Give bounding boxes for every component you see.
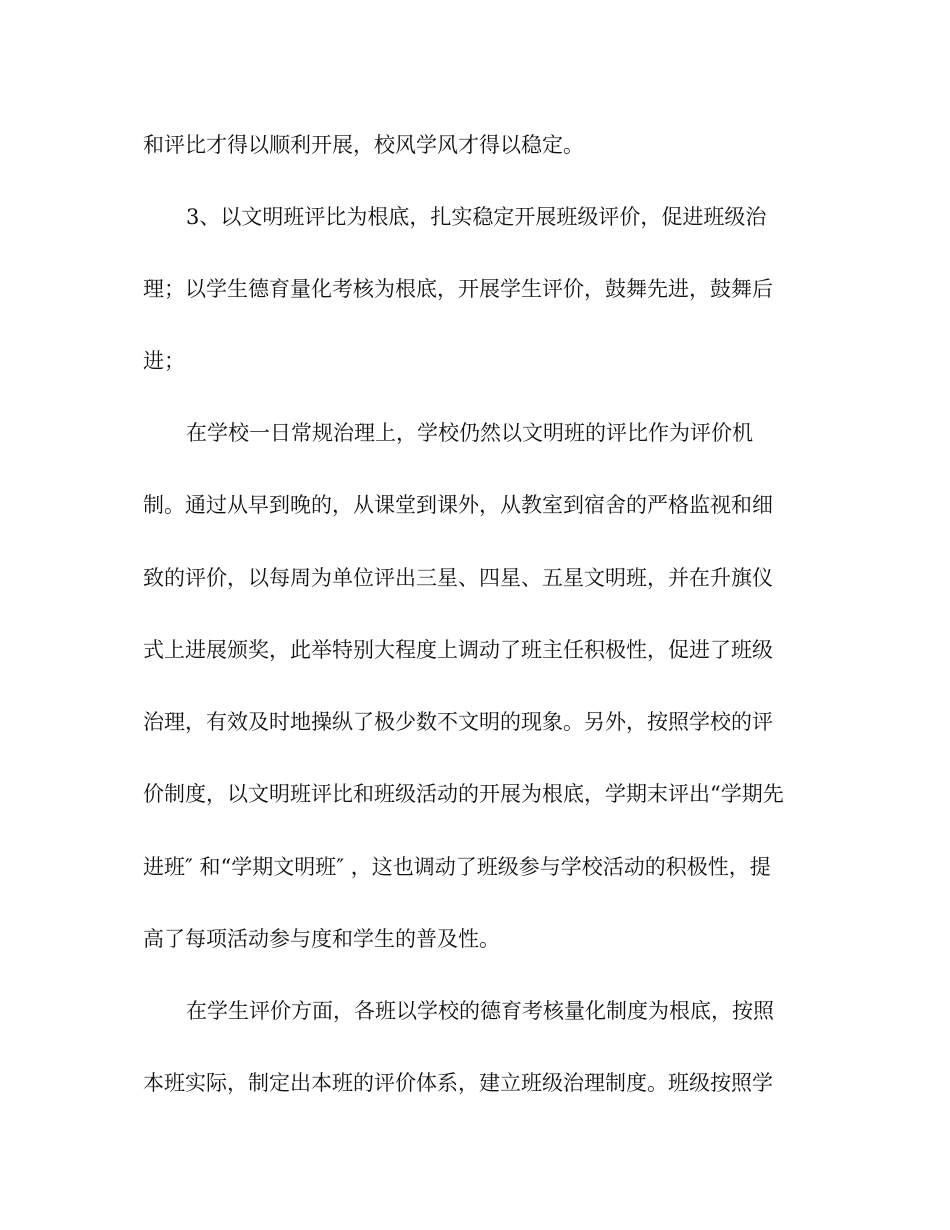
text-line: 进班″ 和“学期文明班″ ，这也调动了班级参与学校活动的积极性，提 xyxy=(143,855,771,879)
text-line: 本班实际，制定出本班的评价体系，建立班级治理制度。班级按照学 xyxy=(143,1071,773,1095)
text-line: 致的评价，以每周为单位评出三星、四星、五星文明班，并在升旗仪 xyxy=(143,566,773,590)
text-line: 价制度，以文明班评比和班级活动的开展为根底，学期末评出“学期先 xyxy=(143,782,784,806)
paragraph-start-line: 3、以文明班评比为根底，扎实稳定开展班级评价，促进班级治 xyxy=(186,205,767,229)
text-line: 制。通过从早到晚的，从课堂到课外，从教室到宿舍的严格监视和细 xyxy=(143,493,773,517)
paragraph-start-line: 在学生评价方面，各班以学校的德育考核量化制度为根底，按照 xyxy=(186,999,774,1023)
text-line: 理；以学生德育量化考核为根底，开展学生评价，鼓舞先进，鼓舞后 xyxy=(143,277,773,301)
text-line: 进； xyxy=(143,349,185,373)
text-line: 式上进展颁奖，此举特别大程度上调动了班主任积极性，促进了班级 xyxy=(143,638,773,662)
text-line: 高了每项活动参与度和学生的普及性。 xyxy=(143,927,500,951)
text-line: 治理，有效及时地操纵了极少数不文明的现象。另外，按照学校的评 xyxy=(143,710,773,734)
text-line: 和评比才得以顺利开展，校风学风才得以稳定。 xyxy=(143,133,584,157)
paragraph-start-line: 在学校一日常规治理上，学校仍然以文明班的评比作为评价机 xyxy=(186,421,753,445)
